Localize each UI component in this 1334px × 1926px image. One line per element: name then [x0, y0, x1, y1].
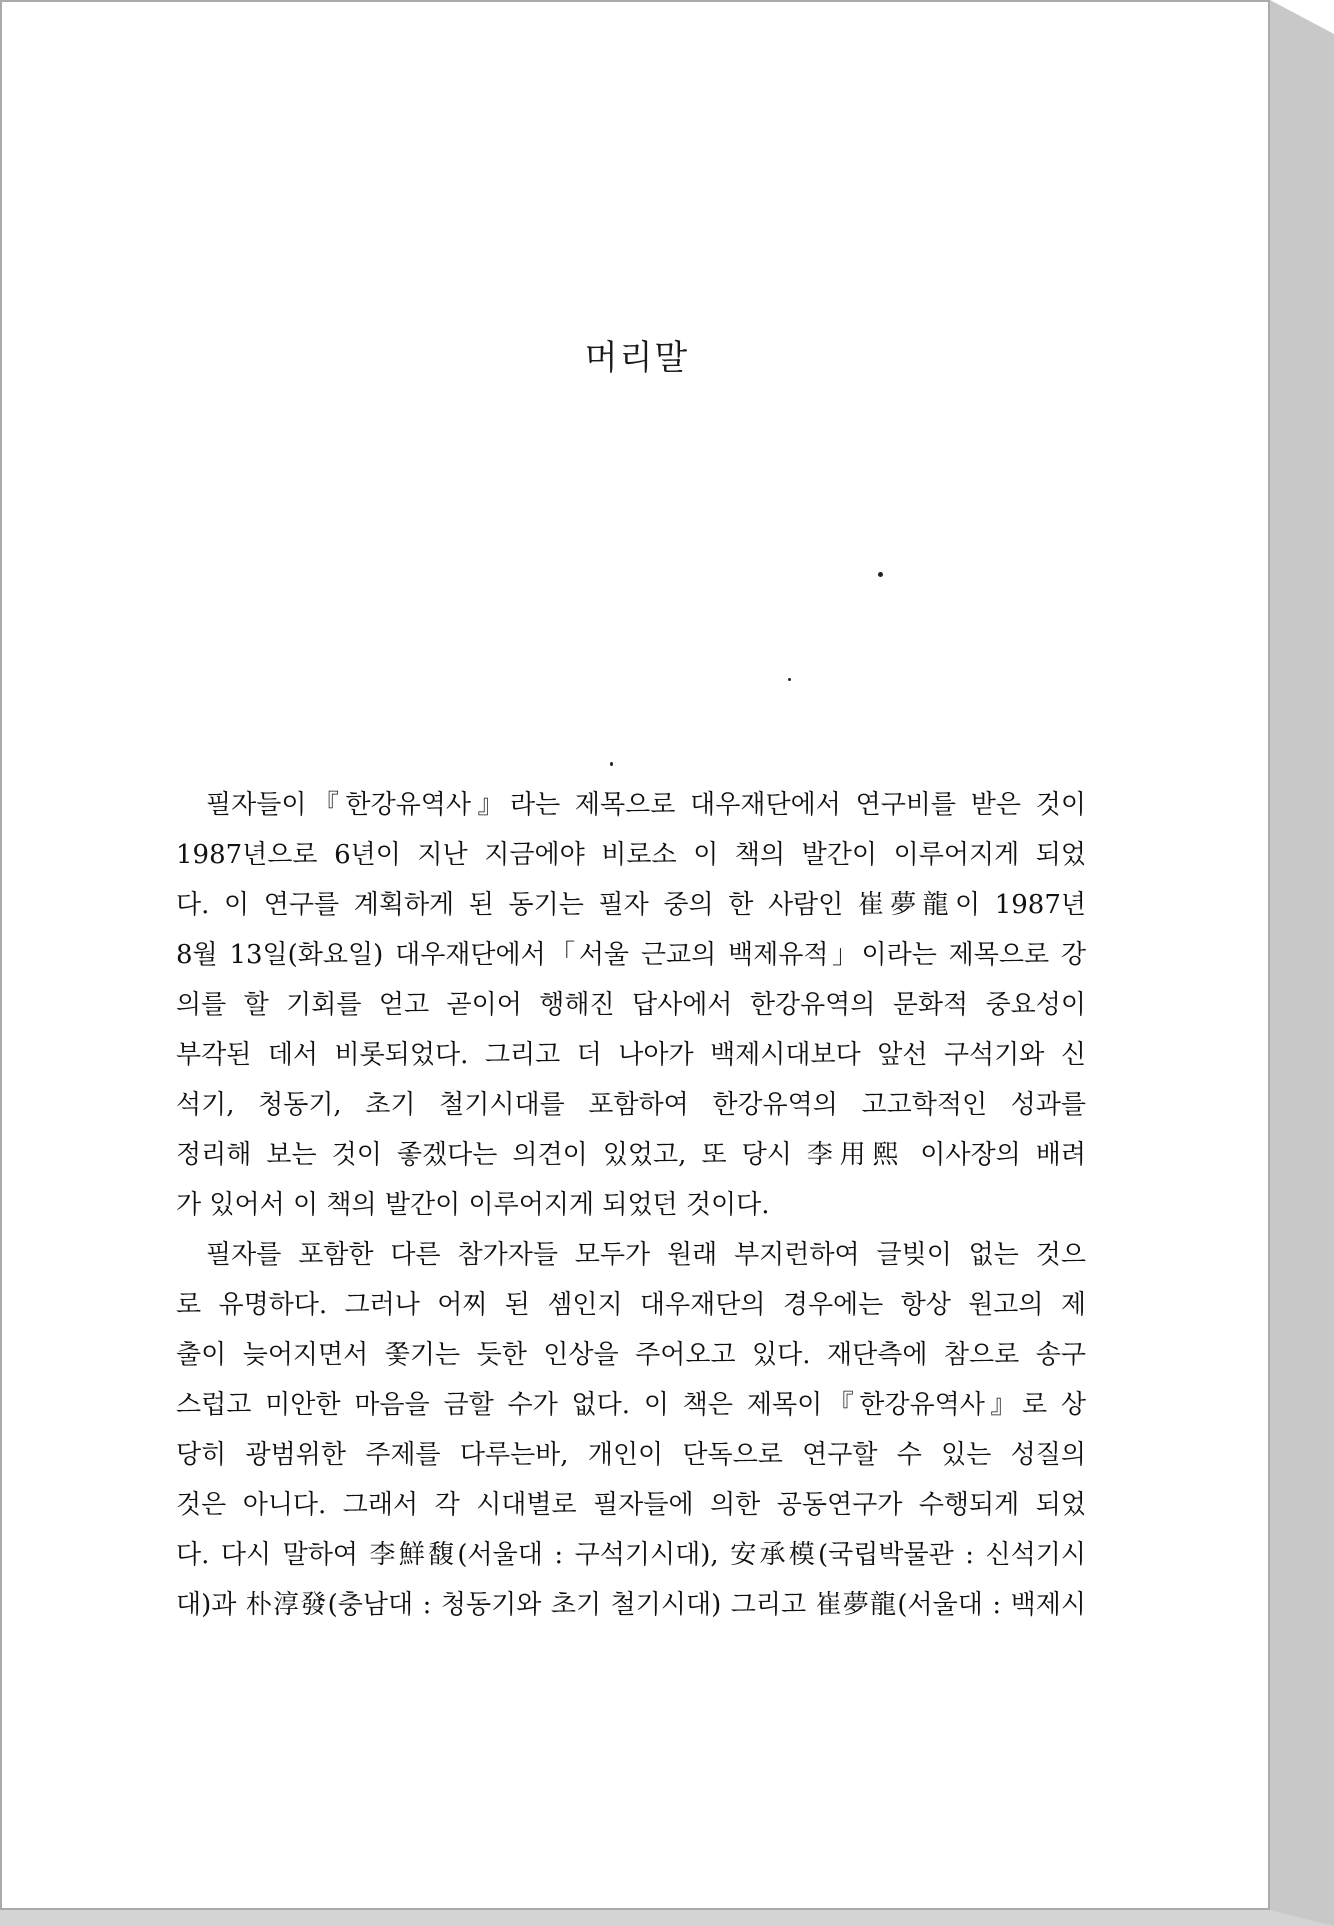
text-line: 로 유명하다. 그러나 어찌 된 셈인지 대우재단의 경우에는 항상 원고의 제 — [176, 1290, 1086, 1320]
scan-speck — [788, 678, 791, 681]
body-text — [176, 780, 1086, 1630]
text-line: 가 있어서 이 책의 발간이 이루어지게 되었던 것이다. — [176, 1190, 770, 1220]
text-line: 스럽고 미안한 마음을 금할 수가 없다. 이 책은 제목이『한강유역사』로 상 — [176, 1390, 1086, 1420]
text-line: 필자를 포함한 다른 참가자들 모두가 원래 부지런하여 글빚이 없는 것으 — [206, 1240, 1086, 1270]
text-line: 8월 13일(화요일) 대우재단에서「서울 근교의 백제유적」이라는 제목으로 강 — [176, 940, 1086, 970]
paragraph — [176, 780, 1086, 1230]
text-line: 다. 이 연구를 계획하게 된 동기는 필자 중의 한 사람인 崔夢龍이 1987년 — [176, 890, 1086, 920]
scan-speck — [878, 572, 883, 577]
text-line: 석기, 청동기, 초기 철기시대를 포함하여 한강유역의 고고학적인 성과를 — [176, 1090, 1086, 1120]
page-edge-bottom — [0, 1910, 1334, 1926]
page-edge-right — [1270, 0, 1334, 1926]
text-line: 부각된 데서 비롯되었다. 그리고 더 나아가 백제시대보다 앞선 구석기와 신 — [176, 1040, 1086, 1070]
text-line: 것은 아니다. 그래서 각 시대별로 필자들에 의한 공동연구가 수행되게 되었 — [176, 1490, 1086, 1520]
text-line: 다. 다시 말하여 李鮮馥(서울대 : 구석기시대), 安承模(국립박물관 : 신석기시 — [176, 1540, 1086, 1570]
paragraph — [176, 1230, 1086, 1630]
page-title: 머리말 — [584, 338, 690, 378]
text-line: 정리해 보는 것이 좋겠다는 의견이 있었고, 또 당시 李用熙 이사장의 배려 — [176, 1140, 1086, 1170]
text-line: 의를 할 기회를 얻고 곧이어 행해진 답사에서 한강유역의 문화적 중요성이 — [176, 990, 1086, 1020]
text-line: 1987년으로 6년이 지난 지금에야 비로소 이 책의 발간이 이루어지게 되었 — [176, 840, 1086, 870]
text-line: 당히 광범위한 주제를 다루는바, 개인이 단독으로 연구할 수 있는 성질의 — [176, 1440, 1086, 1470]
text-line: 필자들이『한강유역사』라는 제목으로 대우재단에서 연구비를 받은 것이 — [206, 790, 1086, 820]
text-line: 대)과 朴淳發(충남대 : 청동기와 초기 철기시대) 그리고 崔夢龍(서울대 : 백제시 — [176, 1590, 1086, 1620]
text-line: 출이 늦어지면서 쫓기는 듯한 인상을 주어오고 있다. 재단측에 참으로 송구 — [176, 1340, 1086, 1370]
scan-speck — [610, 762, 613, 766]
